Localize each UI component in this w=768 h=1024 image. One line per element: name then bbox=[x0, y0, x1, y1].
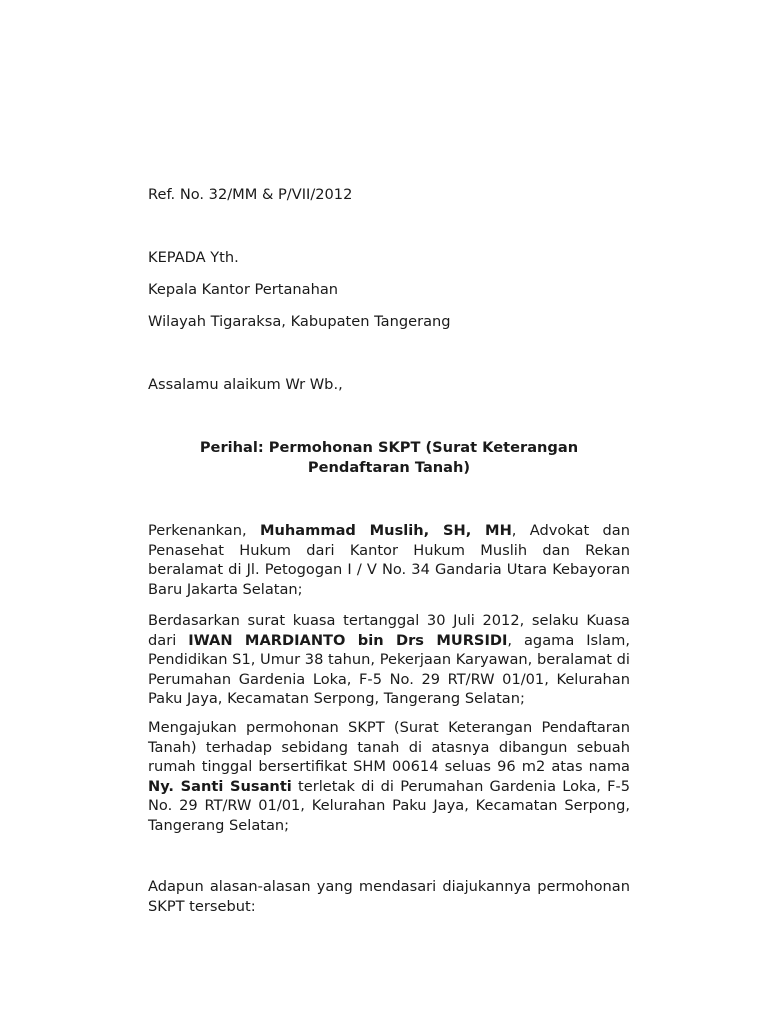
paragraph-power-of-attorney-text-2: , agama Islam, Pendidikan S1, Umur 38 tahun, Pekerjaan Karyawan, beralamat di Perumahan Gardenia Loka, F-5 No. 29 RT/RW 01/01, Kelurahan Paku Jaya, Kecamatan Serpong, Tangerang Selatan; bbox=[148, 631, 630, 707]
advocate-name: Muhammad Muslih, SH, MH bbox=[260, 522, 512, 539]
letter-subject: Perihal: Permohonan SKPT (Surat Keterangan Pendaftaran Tanah) bbox=[199, 439, 579, 476]
paragraph-power-of-attorney bbox=[148, 611, 630, 709]
recipient-line-1: Kepala Kantor Pertanahan bbox=[148, 281, 339, 298]
greeting: Assalamu alaikum Wr Wb., bbox=[148, 376, 343, 393]
owner-name: Ny. Santi Susanti bbox=[148, 777, 292, 795]
paragraph-application bbox=[148, 718, 630, 835]
paragraph-introduction-text-2: , Advokat dan Penasehat Hukum dari Kantor Hukum Muslih dan Rekan beralamat di Jl. Petogogan I / V No. 34 Gandaria Utara Kebayoran Baru Jakarta Selatan; bbox=[148, 522, 630, 598]
letter-page bbox=[148, 0, 630, 1024]
paragraph-application-text-2: terletak di di Perumahan Gardenia Loka, F-5 No. 29 RT/RW 01/01, Kelurahan Paku Jaya, Kecamatan Serpong, Tangerang Selatan; bbox=[148, 777, 631, 834]
paragraph-introduction-text-1: Perkenankan, bbox=[148, 522, 260, 539]
reference-number: Ref. No. 32/MM & P/VII/2012 bbox=[148, 186, 353, 203]
recipient-salutation: KEPADA Yth. bbox=[148, 249, 239, 266]
recipient-line-2: Wilayah Tigaraksa, Kabupaten Tangerang bbox=[148, 313, 451, 330]
paragraph-reasons: Adapun alasan-alasan yang mendasari diajukannya permohonan SKPT tersebut: bbox=[148, 878, 630, 915]
paragraph-power-of-attorney-text-1: Berdasarkan surat kuasa tertanggal 30 Juli 2012, selaku Kuasa dari bbox=[148, 612, 630, 649]
paragraph-introduction bbox=[148, 521, 630, 599]
paragraph-application-text-1: Mengajukan permohonan SKPT (Surat Keterangan Pendaftaran Tanah) terhadap sebidang tanah di atasnya dibangun sebuah rumah tinggal bersertifikat SHM 00614 seluas 96 m2 atas nama bbox=[148, 719, 630, 775]
client-name: IWAN MARDIANTO bin Drs MURSIDI bbox=[188, 631, 508, 649]
